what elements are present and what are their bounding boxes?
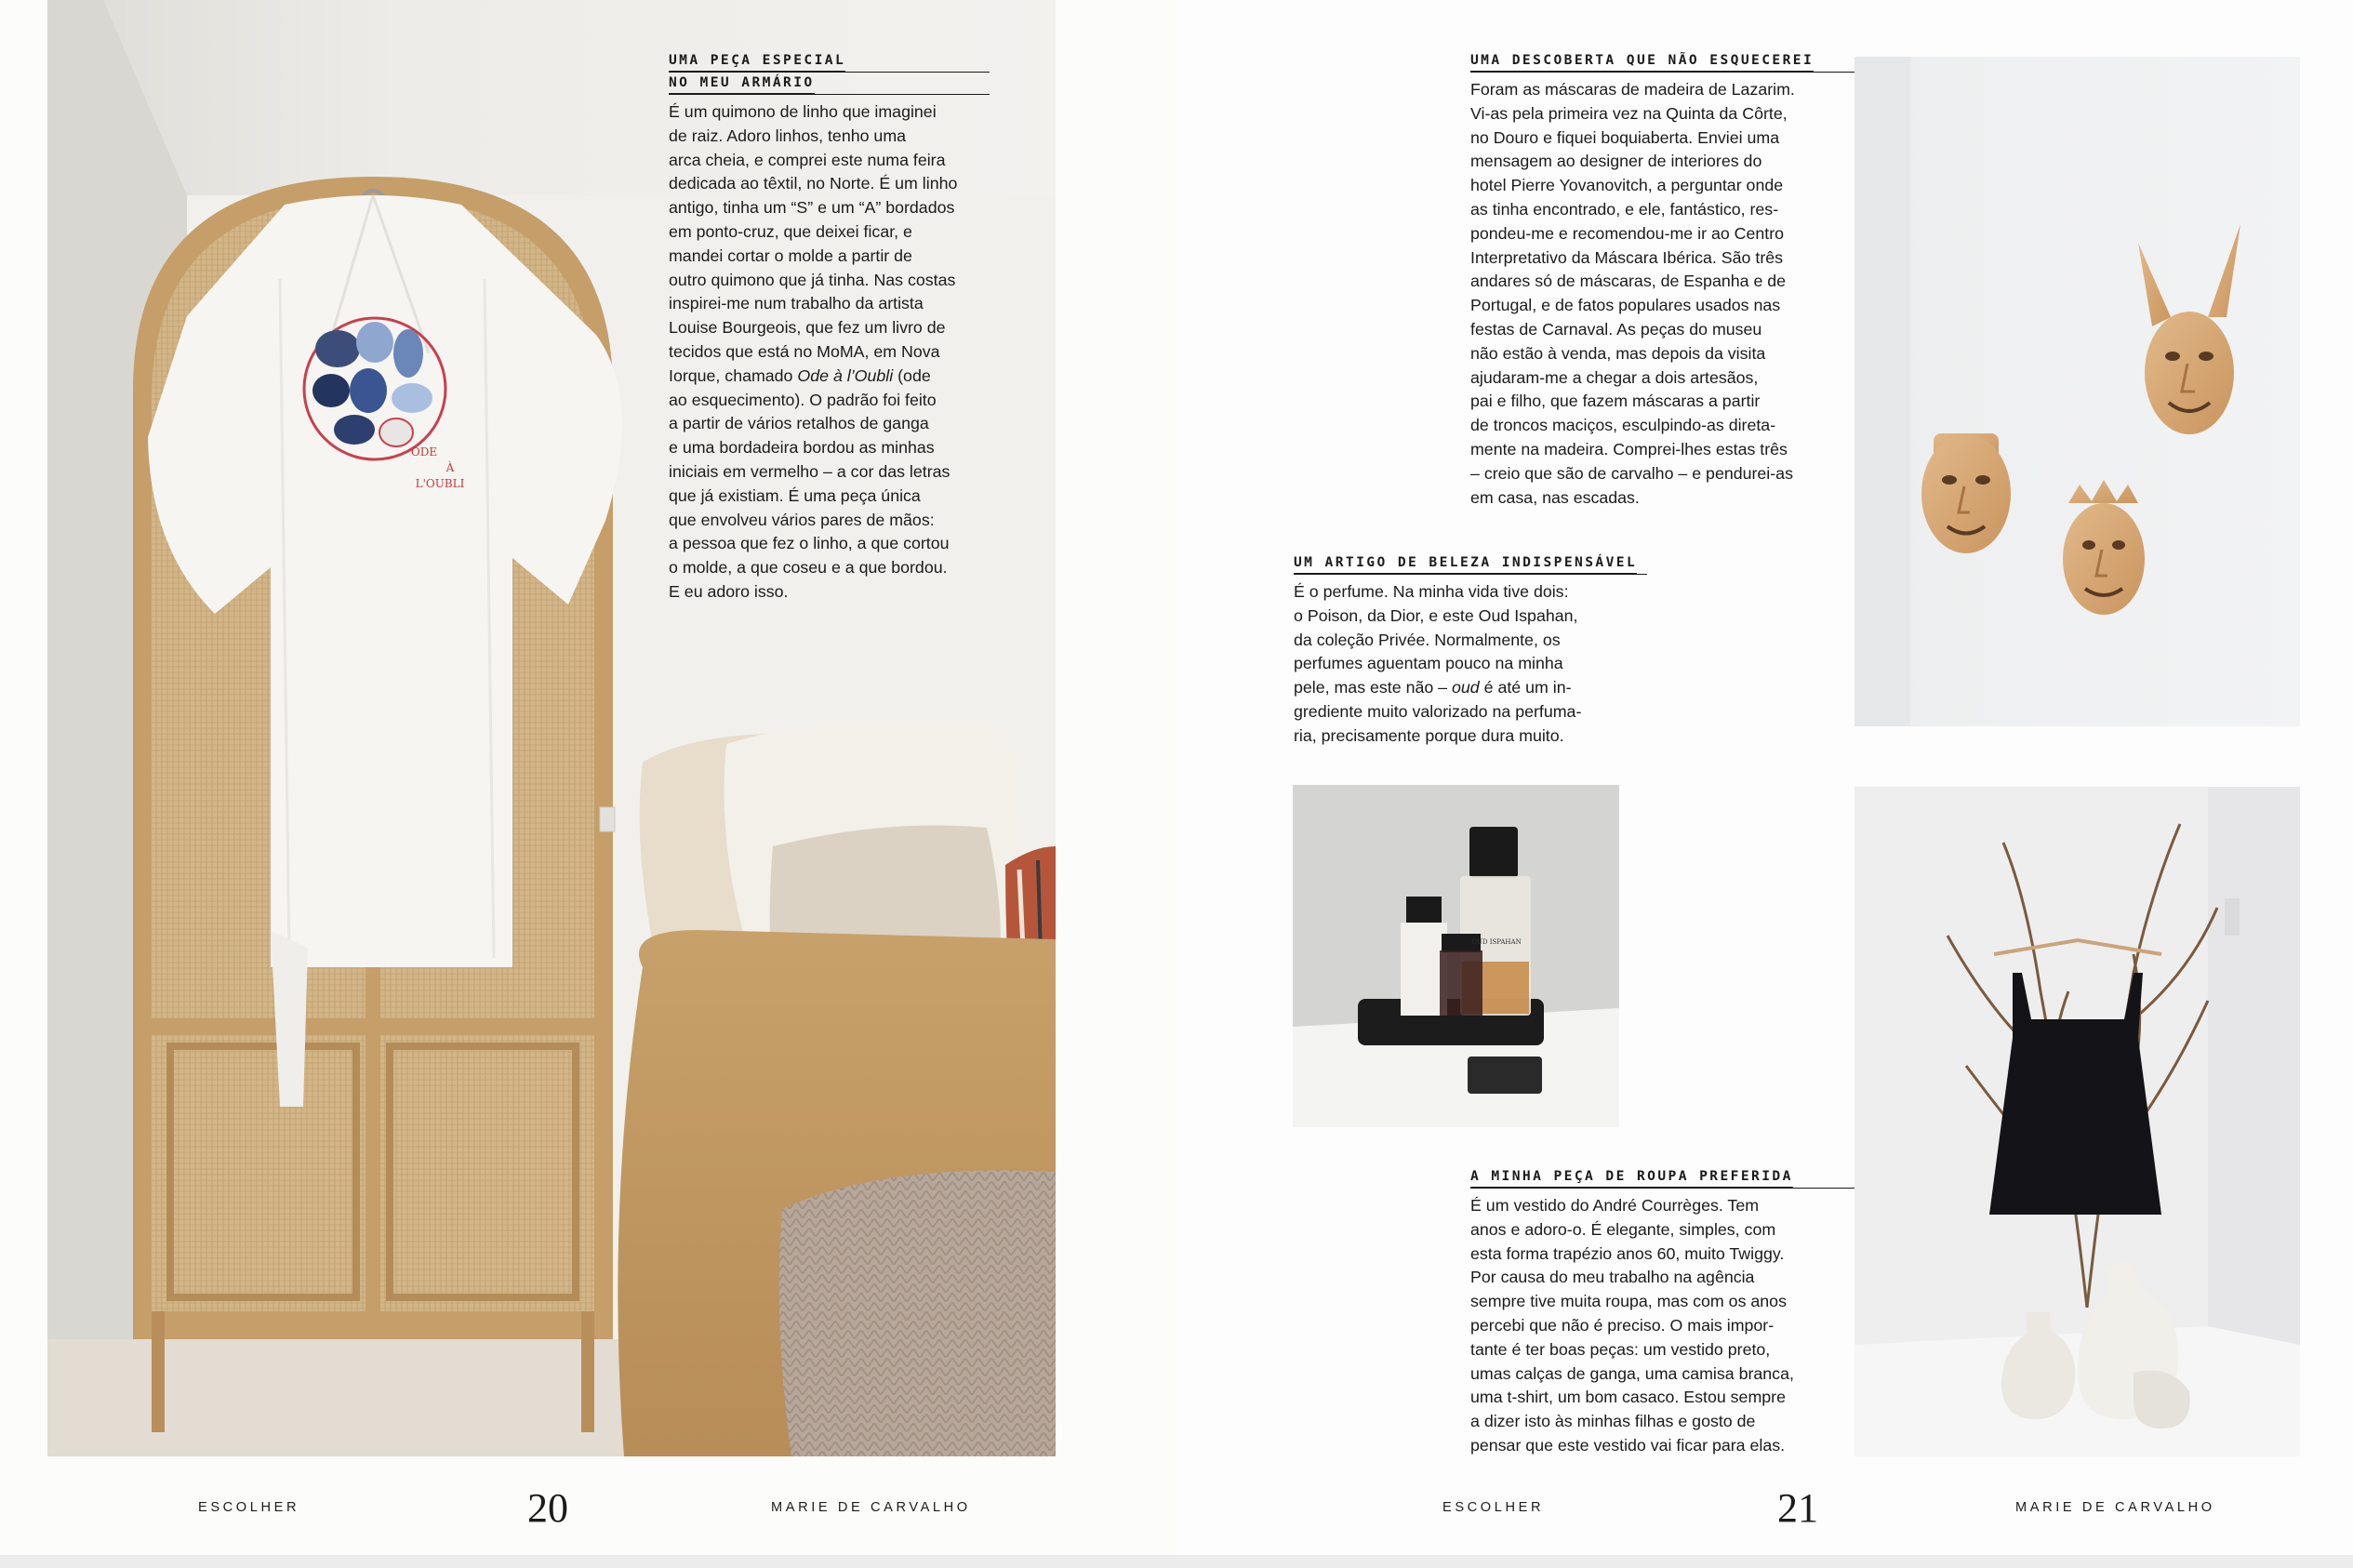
kimono-section xyxy=(669,50,990,605)
kimono-section-heading xyxy=(669,50,990,95)
clothing-section-body: É um vestido do André Courrèges. Tem anos e adoro-o. É elegante, simples, com esta forma trapézio anos 60, muito Twiggy. Por causa do meu trabalho na agência sempre tive muita roupa, mas com os anos percebi que não é preciso. O mais impor- tante é ter boas peças: um vestido preto, umas calças de ganga, uma camisa branca, uma t-shirt, um bom casaco. Estou sempre a dizer isto às minhas filhas e gosto de pensar que este vestido vai ficar para elas. xyxy=(1470,1196,1794,1455)
heading-line-1: A MINHA PEÇA DE ROUPA PREFERIDA xyxy=(1470,1166,1793,1188)
beauty-section xyxy=(1294,552,1647,749)
body-part-2: é até um in- grediente muito valorizado na perfuma- ria, precisamente porque dura muito. xyxy=(1294,678,1582,745)
left-page-number: 20 xyxy=(527,1485,568,1531)
discovery-section-body: Foram as máscaras de madeira de Lazarim. Vi-as pela primeira vez na Quinta da Côrte, no Douro e fiquei boquiaberta. Enviei uma mensagem ao designer de interiores do hotel Pierre Yovanovitch, a perguntar onde as tinha encontrado, e ele, fantástico, res- pondeu-me e recomendou-me ir ao Centro Interpretativo da Máscara Ibérica. São três andares só de máscaras, de Espanha e de Portugal, e de fatos populares usados nas festas de Carnaval. As peças do museu não estão à venda, mas depois da visita ajudaram-me a chegar a dois artesãos, pai e filho, que fazem máscaras a partir de troncos maciços, esculpindo-as direta- mente na madeira. Comprei-lhes estas três – creio que são de carvalho – e pendurei-as em casa, nas escadas. xyxy=(1470,80,1795,507)
heading-line-2: NO MEU ARMÁRIO xyxy=(669,73,815,94)
oud-word: oud xyxy=(1452,678,1480,698)
left-footer-section-label: ESCOLHER xyxy=(198,1500,300,1515)
heading-line-1: UMA DESCOBERTA QUE NÃO ESQUECEREI xyxy=(1470,50,1814,72)
discovery-section xyxy=(1470,50,1861,510)
beauty-section-body xyxy=(1294,580,1647,749)
body-part-2: (ode ao esquecimento). O padrão foi feito a partir de vários retalhos de ganga e uma bordadeira bordou as minhas iniciais em vermelho – a cor das letras que já existiam. É uma peça única que envolveu vários pares de mãos: a pessoa que fez o linho, a que cortou o molde, a que coseu e a que bordou. E eu adoro isso. xyxy=(669,365,951,601)
right-page-number: 21 xyxy=(1777,1485,1818,1531)
heading-line-1: UM ARTIGO DE BELEZA INDISPENSÁVEL xyxy=(1294,552,1637,574)
perfume-photo xyxy=(1293,785,1619,1127)
heading-line-1: UMA PEÇA ESPECIAL xyxy=(669,50,845,72)
perfume-bottle-label: OUD ISPAHAN xyxy=(1471,938,1522,946)
kimono-embroidery-text xyxy=(381,445,474,492)
clothing-section-heading xyxy=(1470,1166,1861,1189)
embroidery-line-1: ODE xyxy=(410,445,438,458)
embroidery-line-3: L'OUBLI xyxy=(415,477,465,490)
kimono-section-body xyxy=(669,100,990,605)
book-title: Ode à l’Oubli xyxy=(797,365,894,385)
body-part-1: É o perfume. Na minha vida tive dois: o Poison, da Dior, e este Oud Ispahan, da coleção Privée. Normalmente, os perfumes aguentam pouco na minha pele, mas este não – xyxy=(1294,582,1578,698)
body-part-1: É um quimono de linho que imaginei de raiz. Adoro linhos, tenho uma arca cheia, e comprei este numa feira dedicada ao têxtil, no Norte. É um linho antigo, tinha um “S” e um “A” bordados em ponto-cruz, que deixei ficar, e mandei cortar o molde a partir de outro quimono que já tinha. Nas costas inspirei-me num trabalho da artista Louise Bourgeois, que fez um livro de tecidos que está no MoMA, em Nova Iorque, chamado xyxy=(669,102,958,385)
wooden-masks-photo xyxy=(1854,57,2300,726)
black-dress-photo xyxy=(1854,787,2300,1456)
right-footer-author: MARIE DE CARVALHO xyxy=(2015,1500,2215,1515)
beauty-section-heading xyxy=(1294,552,1647,575)
embroidery-line-2: À xyxy=(445,461,455,474)
bottom-edge xyxy=(0,1555,2353,1568)
clothing-section xyxy=(1470,1166,1861,1458)
discovery-section-heading xyxy=(1470,50,1861,73)
left-footer-author: MARIE DE CARVALHO xyxy=(771,1500,971,1515)
right-footer-section-label: ESCOLHER xyxy=(1442,1500,1545,1515)
